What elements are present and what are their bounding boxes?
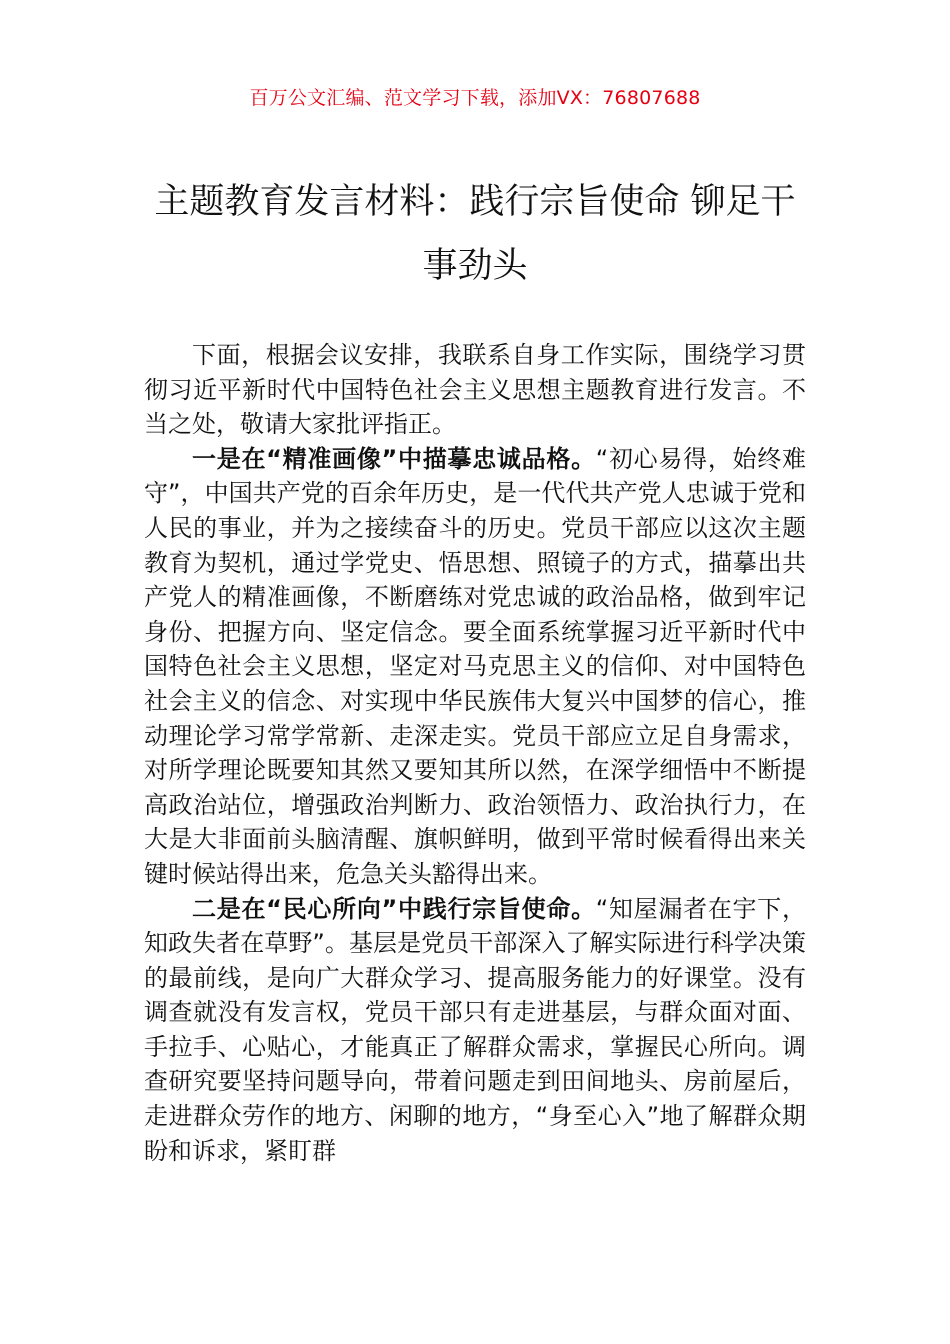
paragraph-point-one — [144, 442, 806, 892]
paragraph-text: “知屋漏者在宇下，知政失者在草野”。基层是党员干部深入了解实际进行科学决策的最前线，是向广大群众学习、提高服务能力的好课堂。没有调查就没有发言权，党员干部只有走进基层，与群众面对面、手拉手、心贴心，才能真正了解群众需求，掌握民心所向。调查研究要坚持问题导向，带着问题走到田间地头、房前屋后，走进群众劳作的地方、闲聊的地方，“身至心入”地了解群众期盼和诉求，紧盯群 — [144, 894, 806, 1165]
paragraph-lead: 二是在“民心所向”中践行宗旨使命。 — [192, 894, 596, 923]
paragraph-lead: 一是在“精准画像”中描摹忠诚品格。 — [192, 444, 596, 473]
paragraph-intro — [144, 338, 806, 442]
header-note: 百万公文汇编、范文学习下载，添加VX：76807688 — [249, 87, 701, 109]
document-title: 主题教育发言材料：践行宗旨使命 铆足干事劲头 — [154, 182, 796, 286]
paragraph-text: 下面，根据会议安排，我联系自身工作实际，围绕学习贯彻习近平新时代中国特色社会主义思想主题教育进行发言。不当之处，敬请大家批评指正。 — [144, 341, 806, 439]
paragraph-point-two — [144, 892, 806, 1169]
paragraph-text: “初心易得，始终难守”，中国共产党的百余年历史，是一代代共产党人忠诚于党和人民的事业，并为之接续奋斗的历史。党员干部应以这次主题教育为契机，通过学党史、悟思想、照镜子的方式，描摹出共产党人的精准画像，不断磨练对党忠诚的政治品格，做到牢记身份、把握方向、坚定信念。要全面系统掌握习近平新时代中国特色社会主义思想，坚定对马克思主义的信仰、对中国特色社会主义的信念、对实现中华民族伟大复兴中国梦的信心，推动理论学习常学常新、走深走实。党员干部应立足自身需求，对所学理论既要知其然又要知其所以然，在深学细悟中不断提高政治站位，增强政治判断力、政治领悟力、政治执行力，在大是大非面前头脑清醒、旗帜鲜明，做到平常时候看得出来关键时候站得出来，危急关头豁得出来。 — [144, 444, 806, 888]
document-body — [144, 338, 806, 1168]
